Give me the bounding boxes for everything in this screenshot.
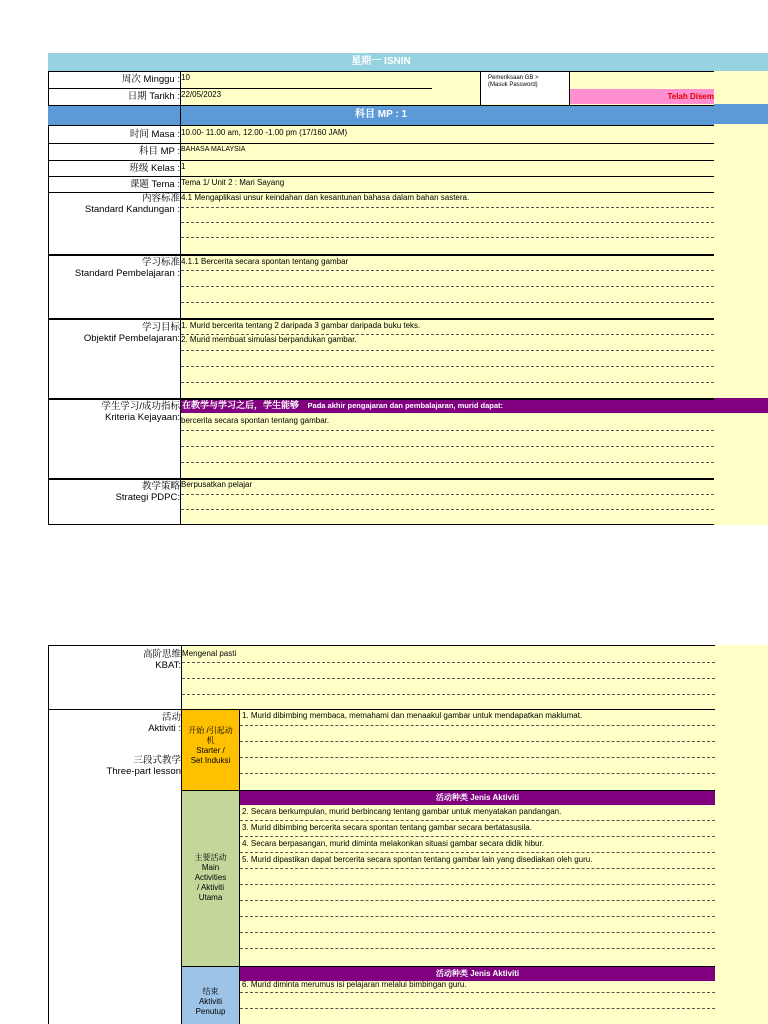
- content-standard-value[interactable]: 4.1 Mengaplikasi unsur keindahan dan kesantunan bahasa dalam bahan sastera.: [181, 193, 470, 202]
- gridline: [48, 524, 714, 525]
- strategy-label: 教学策略 Strategi PDPC:: [115, 481, 180, 503]
- time-value[interactable]: 10.00- 11.00 am, 12.00 -1.00 pm (17/160 JAM): [181, 128, 348, 137]
- gridline: [48, 192, 714, 193]
- dashed-rule: [240, 884, 715, 885]
- criteria-banner-cn: 在教学与学习之后，学生能够: [182, 400, 300, 410]
- main-activity-line-1[interactable]: 2. Secara berkumpulan, murid berbincang tentang gambar untuk menyatakan pandangan.: [242, 807, 562, 816]
- gridline: [48, 143, 714, 144]
- gridline: [48, 478, 714, 480]
- right-extension-bottom: [714, 645, 768, 1024]
- dashed-rule: [240, 820, 715, 821]
- dashed-rule: [240, 948, 715, 949]
- dashed-rule: [182, 662, 715, 663]
- main-activity-label: 主要活动 Main Activities / Aktiviti Utama: [194, 853, 227, 902]
- dashed-rule: [181, 446, 714, 447]
- status-text: Telah Disem: [667, 92, 714, 101]
- dashed-rule: [181, 270, 714, 271]
- content-standard-label: 内容标准 Standard Kandungan :: [84, 193, 180, 215]
- dashed-rule: [181, 302, 714, 303]
- gridline: [48, 318, 714, 320]
- criteria-banner-extension: [714, 398, 768, 413]
- closing-label: 结束 Aktiviti Penutup: [195, 987, 226, 1016]
- column-divider: [239, 709, 240, 1024]
- strategy-value[interactable]: Berpusatkan pelajar: [181, 480, 253, 489]
- gridline: [48, 105, 714, 106]
- criteria-label: 学生学习/成功指标 Kriteria Kejayaan:: [101, 401, 180, 423]
- main-activity-line-2[interactable]: 3. Murid dibimbing bercerita secara spontan tentang gambar secara bertatasusila.: [242, 823, 532, 832]
- main-activity-line-3[interactable]: 4. Secara berpasangan, murid diminta melakonkan situasi gambar secara didik hibur.: [242, 839, 544, 848]
- learning-standard-value[interactable]: 4.1.1 Bercerita secara spontan tentang gambar: [181, 257, 349, 266]
- class-label: 班级 Kelas :: [129, 163, 180, 174]
- week-label: 周次 Minggu :: [121, 74, 180, 85]
- dashed-rule: [181, 286, 714, 287]
- kbat-area: [182, 645, 715, 709]
- date-label: 日期 Tarikh :: [127, 91, 180, 102]
- starter-line-1[interactable]: 1. Murid dibimbing membaca, memahami dan menaakul gambar untuk mendapatkan maklumat.: [242, 711, 583, 720]
- dashed-rule: [181, 366, 714, 367]
- criteria-banner: [181, 398, 714, 413]
- gridline: [49, 709, 715, 710]
- gridline: [48, 176, 714, 177]
- password-check-box[interactable]: Pemeriksaan GB > (Masuk Password): [480, 72, 569, 104]
- header-extension: [714, 53, 768, 71]
- dashed-rule: [240, 773, 715, 774]
- activity-label: 活动 Aktiviti :: [148, 712, 181, 734]
- dashed-rule: [181, 237, 714, 238]
- dashed-rule: [240, 757, 715, 758]
- dashed-rule: [181, 509, 714, 510]
- main-activity-line-4[interactable]: 5. Murid dipastikan dapat bercerita secara spontan tentang gambar lain yang disediakan oleh guru.: [242, 855, 593, 864]
- column-divider: [569, 71, 570, 105]
- top-sheet-content: [48, 53, 714, 525]
- dashed-rule: [240, 836, 715, 837]
- dashed-rule: [181, 462, 714, 463]
- dashed-rule: [181, 494, 714, 495]
- dashed-rule: [240, 916, 715, 917]
- class-value[interactable]: 1: [181, 162, 186, 171]
- gridline: [48, 160, 714, 161]
- dashed-rule: [240, 900, 715, 901]
- dashed-rule: [240, 741, 715, 742]
- theme-value[interactable]: Tema 1/ Unit 2 : Mari Sayang: [181, 178, 285, 187]
- right-extension: [714, 71, 768, 525]
- gridline: [48, 398, 714, 400]
- time-label: 时间 Masa :: [129, 129, 180, 140]
- dashed-rule: [240, 932, 715, 933]
- gridline: [48, 125, 714, 126]
- dashed-rule: [182, 678, 715, 679]
- gridline: [48, 88, 432, 89]
- kbat-label: 高阶思维 KBAT:: [142, 649, 181, 671]
- kbat-value[interactable]: Mengenal pasti: [182, 649, 237, 658]
- date-value[interactable]: 22/05/2023: [181, 90, 222, 99]
- status-badge: [570, 89, 714, 104]
- dashed-rule: [181, 207, 714, 208]
- subject-header-extension: [714, 104, 768, 124]
- subject-label: 科目 MP :: [139, 146, 180, 157]
- dashed-rule: [181, 382, 714, 383]
- starter-label: 开始 /引起动 机 Starter / Set Induksi: [188, 726, 233, 765]
- dashed-rule: [181, 430, 714, 431]
- dashed-rule: [181, 334, 714, 335]
- objective-label: 学习目标 Objektif Pembelajaran:: [83, 322, 180, 344]
- closing-activity-type-banner: 活动种类 Jenis Aktiviti: [240, 967, 715, 981]
- dashed-rule: [240, 868, 715, 869]
- day-header: 星期一 ISNIN: [48, 53, 714, 71]
- week-value[interactable]: 10: [181, 73, 190, 82]
- criteria-banner-ms: Pada akhir pengajaran dan pembalajaran, murid dapat:: [307, 401, 504, 410]
- gridline: [48, 254, 714, 256]
- subject-value[interactable]: BAHASA MALAYSIA: [181, 146, 246, 153]
- gridline: [49, 645, 715, 646]
- column-divider: [180, 71, 181, 525]
- column-divider: [480, 71, 481, 105]
- dashed-rule: [240, 1008, 715, 1009]
- dashed-rule: [240, 852, 715, 853]
- dashed-rule: [182, 694, 715, 695]
- gridline: [48, 71, 714, 72]
- dashed-rule: [240, 992, 715, 993]
- objective-line-1[interactable]: 1. Murid bercerita tentang 2 daripada 3 gambar daripada buku teks.: [181, 321, 421, 330]
- main-activity-type-banner: 活动种类 Jenis Aktiviti: [240, 791, 715, 805]
- bottom-sheet: [48, 645, 715, 1024]
- theme-label: 课题 Tema :: [129, 179, 180, 190]
- closing-line-1[interactable]: 6. Murid diminta merumus isi pelajaran melalui bimbingan guru.: [242, 980, 467, 989]
- three-part-label: 三段式教学 Three-part lesson: [106, 755, 181, 777]
- subject-header: 科目 MP : 1: [48, 105, 714, 125]
- criteria-value[interactable]: bercerita secara spontan tentang gambar.: [181, 416, 330, 425]
- dashed-rule: [240, 725, 715, 726]
- objective-line-2[interactable]: 2. Murid membuat simulasi berpandukan gambar.: [181, 335, 357, 344]
- dashed-rule: [181, 350, 714, 351]
- dashed-rule: [181, 222, 714, 223]
- learning-standard-label: 学习标准 Standard Pembelajaran :: [74, 257, 180, 279]
